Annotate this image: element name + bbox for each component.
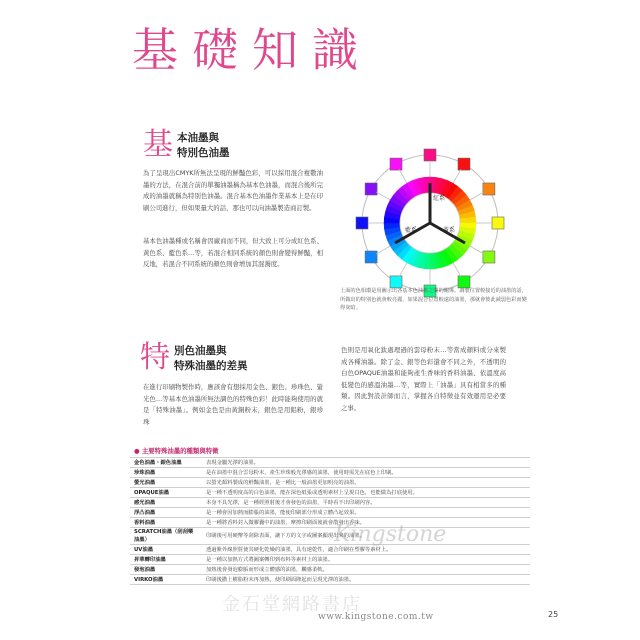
table-title-text: 主要特殊油墨的種類與特徵 <box>141 447 219 455</box>
table-row <box>130 545 530 555</box>
table-row <box>130 528 530 545</box>
section2-paragraph2: 色則是用氧化鈦處理過的雲母粉末…等當成顏料或分來製成各種油墨。除了金、銀等色彩還會不同之外，不透明的白色OPAQUE油墨和能夠產生香味的香料油墨、依溫度高低變色的感溫油墨…等，實際上「油墨」具有相當多的種類。因此對設計師而言，掌握各自特徵並有效運用是必要之事。 <box>341 346 506 412</box>
watermark-brand: Kingstone <box>334 522 447 547</box>
section1-heading <box>143 127 230 162</box>
section1-title <box>177 131 230 161</box>
swatch-connector <box>453 169 461 183</box>
table-row <box>130 555 530 565</box>
swatch-square <box>492 217 504 229</box>
ink-description: 是在油墨中混合雲母粉末，產生珍珠般光澤感的油墨，使用時需先在底色上印刷。 <box>202 468 530 478</box>
ink-description: 是一種將香料封入微膠囊中的油墨，摩擦印刷面後就會散發出香味。 <box>202 518 530 528</box>
ink-name: 發泡油墨 <box>130 565 202 575</box>
ink-description: 是一種以加熱方式將圖案轉印到布料等素材上的油墨。 <box>202 555 530 565</box>
section1-paragraph2: 基本色油墨種或名稱會因廠商而不同，但大致上可分成紅色系、黃色系、藍色系…等，若混合相同系統的顏色則會變得鮮豔，相反地，若混合不同系統的顏色則會增加其混濁度。 <box>143 237 323 269</box>
swatch-square <box>458 158 470 170</box>
ink-description: 印刷後撒上樹脂粉末再加熱，使印刷面隆起而呈現光澤的油墨。 <box>202 575 530 585</box>
table-row <box>130 488 530 498</box>
ink-table <box>130 457 530 585</box>
wheel-label-blue: 藍系 <box>405 227 418 234</box>
ink-name: 香料油墨 <box>130 518 202 528</box>
special-inks-table <box>130 446 535 585</box>
watermark-chinese: 金石堂網路書店 <box>222 594 362 615</box>
swatch-square <box>390 158 402 170</box>
ink-description: 加熱後會發泡膨脹而形成立體感的油墨，觸感柔軟。 <box>202 565 530 575</box>
section1-paragraph1: 為了呈現出CMYK所無法呈現的鮮豔色彩，可以採用混合複數油墨的方法，在混合前的單獨油墨稱為基本色油墨，而混合後所完成的油墨就稱為特別色油墨。混合基本色油墨作業基本上是在印刷公司進行，但如果量大的話，那也可以向油墨製造商訂製。 <box>143 169 323 212</box>
section2-heading <box>140 340 248 375</box>
ink-name: VIRKO油墨 <box>130 575 202 585</box>
table-row <box>130 458 530 468</box>
bullet-icon: ● <box>134 447 140 455</box>
ink-name: 螢光油墨 <box>130 478 202 488</box>
table-title <box>130 446 535 455</box>
ink-name: 昇華轉印油墨 <box>130 555 202 565</box>
ink-description: 以螢光顏料製成的鮮豔油墨，是一種比一般油墨更加明亮的油墨。 <box>202 478 530 488</box>
page-title: 基礎知識 <box>132 23 372 77</box>
swatch-connector <box>453 263 461 277</box>
section2-initial: 特 <box>140 340 170 375</box>
table-row <box>130 508 530 518</box>
wheel-label-yellow: 黃系 <box>443 227 456 234</box>
table-row <box>130 565 530 575</box>
ink-description: 表現金屬光澤的油墨。 <box>202 458 530 468</box>
ink-name: OPAQUE油墨 <box>130 488 202 498</box>
watermark-url: www.kingstone.com.tw <box>318 612 434 622</box>
swatch-connector <box>399 169 407 183</box>
swatch-connector <box>376 246 390 254</box>
section2-title-line1: 別色油墨與 <box>174 345 227 357</box>
ink-description: 本身不具光澤，是一種經照射後才會發色的油墨，平時看不出印刷內容。 <box>202 498 530 508</box>
table-row <box>130 518 530 528</box>
wheel-caption: 上面的色相環是用圖示出各基本色油墨之間的關係。調製位置較接近的油墨的話，所做出的特別色就會較亮麗，如果混合位置較遠的油墨，那就會彼此減弱色彩而變得灰暗。 <box>340 288 527 312</box>
section2-title-line2: 特殊油墨的差異 <box>174 360 248 372</box>
swatch-connector <box>470 246 484 254</box>
ink-name: 感光油墨 <box>130 498 202 508</box>
swatch-square <box>365 183 377 195</box>
section1-initial: 基 <box>143 127 173 162</box>
swatch-connector <box>376 192 390 200</box>
table-row <box>130 468 530 478</box>
swatch-square <box>483 183 495 195</box>
section1-title-line1: 本油墨與 <box>177 132 219 144</box>
wheel-label-red: 紅系 <box>433 195 446 202</box>
swatch-square <box>483 251 495 263</box>
section2-paragraph1: 在進行印刷物製作時，應該會有想採用金色、銀色、珍珠色、螢光色…等基本色油墨所無法調色的特殊色彩！此時能夠使用的就是「特殊油墨」。例如金色是由黃銅粉末，銀色是用鋁粉，銀珍珠 <box>143 383 323 426</box>
swatch-square <box>424 149 436 161</box>
section1-title-line2: 特別色油墨 <box>177 147 230 159</box>
table-row <box>130 575 530 585</box>
ink-name: 浮凸油墨 <box>130 508 202 518</box>
table-row <box>130 478 530 488</box>
swatch-connector <box>399 263 407 277</box>
ink-description: 是一種不透明度高的白色油墨，能在深色紙張或透明素材上呈現白色，也能做為打底使用。 <box>202 488 530 498</box>
ink-name: SCRATCH油墨（刮刮樂油墨） <box>130 528 202 545</box>
ink-name: 珍珠油墨 <box>130 468 202 478</box>
swatch-square <box>356 217 368 229</box>
table-row <box>130 498 530 508</box>
page-number: 25 <box>548 610 559 619</box>
ink-description: 印刷後可用硬幣等刮除表面，讓下方的文字或圖案顯現出來的油墨。 <box>202 528 530 545</box>
ink-name: UV油墨 <box>130 545 202 555</box>
swatch-connector <box>470 192 484 200</box>
section2-title <box>174 344 248 374</box>
ink-description: 透過紫外線照射使其硬化乾燥的油墨，具有速乾性，適合印刷在塑膠等素材上。 <box>202 545 530 555</box>
ink-name: 金色油墨・銀色油墨 <box>130 458 202 468</box>
ink-description: 是一種會因加熱而膨脹的油墨，能使印刷部分形成立體凸起效果。 <box>202 508 530 518</box>
swatch-square <box>365 251 377 263</box>
